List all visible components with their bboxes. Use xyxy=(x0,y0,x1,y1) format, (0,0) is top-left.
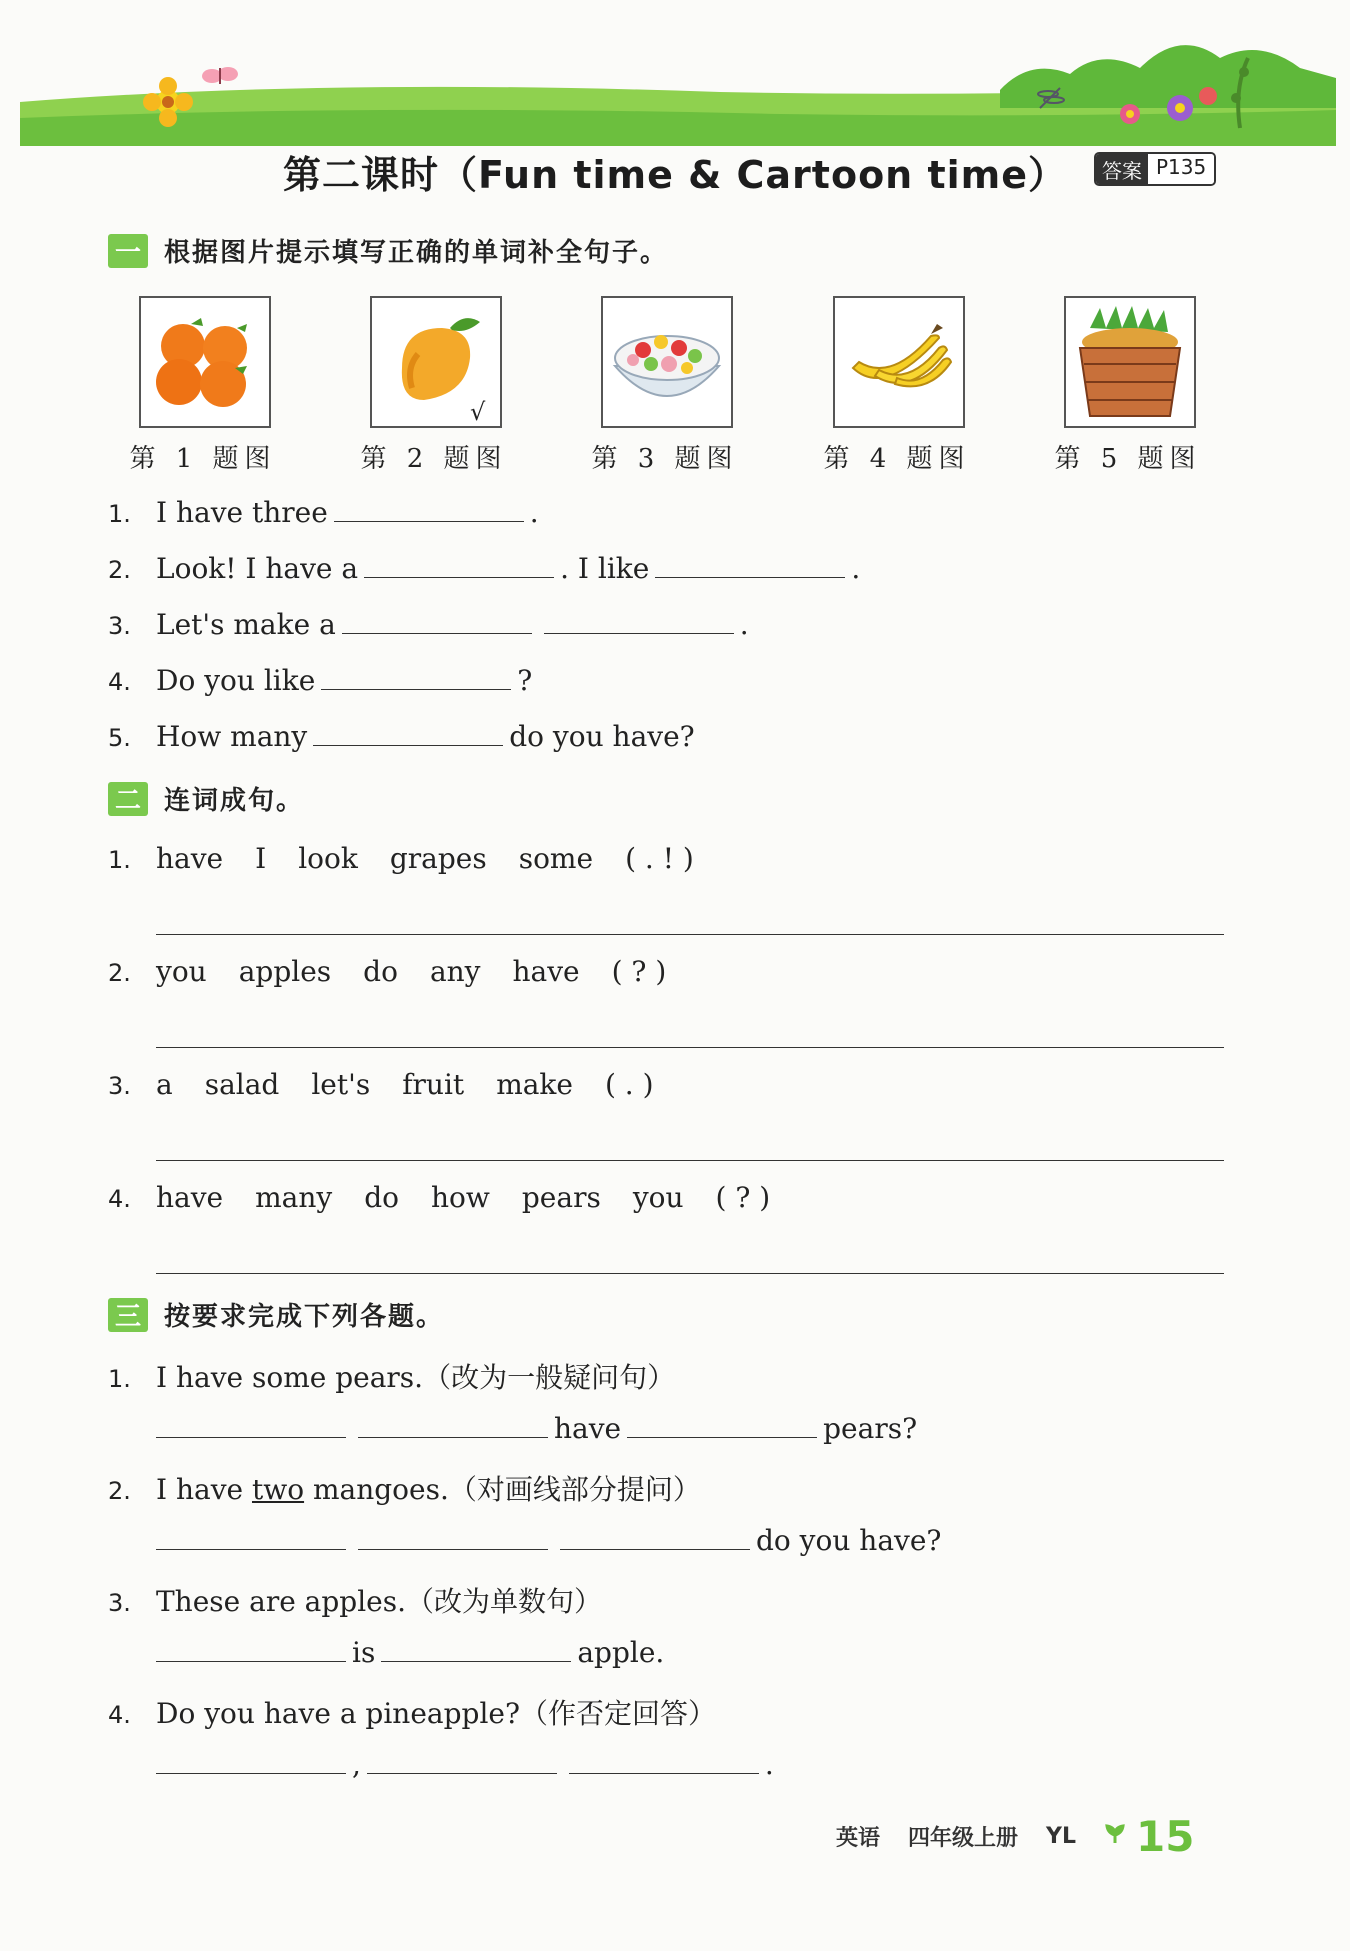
section-badge: 一 xyxy=(108,234,148,268)
sprout-icon xyxy=(1104,1823,1126,1851)
answer-text: , xyxy=(352,1748,361,1781)
question-number: 1. xyxy=(108,500,131,528)
question-text: Do you like xyxy=(156,664,316,697)
question-text: These are apples. xyxy=(156,1585,407,1618)
question-number: 3. xyxy=(108,1072,131,1100)
answer-blank[interactable] xyxy=(358,1529,548,1550)
caption: 第 4 题图 xyxy=(823,444,971,474)
answer-text: apple. xyxy=(577,1636,665,1669)
page-number: 15 xyxy=(1135,1812,1195,1861)
answer-line[interactable] xyxy=(156,934,1224,935)
question-number: 1. xyxy=(108,846,131,874)
question xyxy=(108,1692,716,1732)
word: have xyxy=(512,955,580,988)
pineapple-basket-image xyxy=(1064,296,1196,428)
question xyxy=(108,1468,701,1508)
word: fruit xyxy=(402,1068,465,1101)
oranges-image xyxy=(139,296,271,428)
word: make xyxy=(496,1068,573,1101)
question xyxy=(108,664,532,697)
question xyxy=(108,1356,675,1396)
question-number: 4. xyxy=(108,1185,131,1213)
punctuation: ( . ! ) xyxy=(625,842,694,875)
answer-blank[interactable] xyxy=(156,1641,346,1662)
mango-image xyxy=(370,296,502,428)
answer-text: have xyxy=(554,1412,622,1445)
section-badge: 三 xyxy=(108,1298,148,1332)
edition-label: YL xyxy=(1046,1824,1076,1849)
question-text: I have some pears. xyxy=(156,1361,424,1394)
punctuation: ( ? ) xyxy=(715,1181,771,1214)
word: you xyxy=(156,955,207,988)
answer-blank[interactable] xyxy=(342,613,532,634)
answer-blank[interactable] xyxy=(321,669,511,690)
word: I xyxy=(255,842,267,875)
question-text: . xyxy=(739,608,749,641)
section-two-header xyxy=(108,780,304,817)
requirement: （作否定回答） xyxy=(520,1697,717,1730)
answer-blank[interactable] xyxy=(364,557,554,578)
page-title: 第二课时（Fun time & Cartoon time） xyxy=(282,153,1068,197)
question xyxy=(108,955,666,988)
section-one-header xyxy=(108,232,668,269)
answer-blank[interactable] xyxy=(381,1641,571,1662)
question-number: 5. xyxy=(108,724,131,752)
question-number: 3. xyxy=(108,612,131,640)
question-text: Do you have a pineapple? xyxy=(156,1697,520,1730)
word: have xyxy=(156,1181,224,1214)
bananas-image xyxy=(833,296,965,428)
page-footer xyxy=(836,1812,1194,1861)
answer-blank[interactable] xyxy=(544,613,734,634)
answer-blank[interactable] xyxy=(655,557,845,578)
requirement: （改为一般疑问句） xyxy=(423,1361,676,1394)
question-text: ? xyxy=(517,664,533,697)
answer-page: P135 xyxy=(1148,154,1214,184)
word: look xyxy=(298,842,358,875)
question-number: 2. xyxy=(108,556,131,584)
question-number: 2. xyxy=(108,959,131,987)
question-text: Look! I have a xyxy=(156,552,359,585)
answer-text: pears? xyxy=(823,1412,918,1445)
word: many xyxy=(255,1181,333,1214)
answer-blank[interactable] xyxy=(358,1417,548,1438)
section-badge: 二 xyxy=(108,782,148,816)
question-text: . xyxy=(851,552,861,585)
word: salad xyxy=(204,1068,280,1101)
answer-label: 答案 xyxy=(1096,154,1148,184)
question-text: How many xyxy=(156,720,308,753)
requirement: （对画线部分提问） xyxy=(448,1473,701,1506)
answer-blank[interactable] xyxy=(367,1753,557,1774)
word: grapes xyxy=(389,842,487,875)
answer-blank[interactable] xyxy=(334,501,524,522)
question-text: do you have? xyxy=(509,720,695,753)
section-three-header xyxy=(108,1296,444,1333)
answer-line[interactable] xyxy=(156,1160,1224,1161)
caption: 第 5 题图 xyxy=(1054,444,1202,474)
check-mark: √ xyxy=(470,398,486,426)
word: apples xyxy=(238,955,332,988)
word: any xyxy=(429,955,481,988)
answer-blank[interactable] xyxy=(313,725,503,746)
question-text: I have three xyxy=(156,496,328,529)
section-title: 按要求完成下列各题。 xyxy=(164,1302,445,1332)
word: how xyxy=(431,1181,490,1214)
subject-label: 英语 xyxy=(836,1826,881,1851)
answer-line[interactable] xyxy=(156,1047,1224,1048)
question-number: 4. xyxy=(108,668,131,696)
answer-text: is xyxy=(352,1636,376,1669)
punctuation: ( ? ) xyxy=(611,955,667,988)
fruit-salad-image xyxy=(601,296,733,428)
answer-blank[interactable] xyxy=(560,1529,750,1550)
word: a xyxy=(156,1068,173,1101)
question xyxy=(108,552,860,585)
answer-blank[interactable] xyxy=(156,1529,346,1550)
question-number: 1. xyxy=(108,1365,131,1393)
answer-text: do you have? xyxy=(756,1524,942,1557)
question-number: 4. xyxy=(108,1701,131,1729)
word: have xyxy=(156,842,224,875)
question xyxy=(108,720,695,753)
decorative-banner xyxy=(20,18,1336,146)
answer-row xyxy=(150,1524,941,1557)
question xyxy=(108,842,694,875)
word: some xyxy=(518,842,594,875)
underlined-word: two xyxy=(251,1473,305,1506)
caption: 第 2 题图 xyxy=(360,444,508,474)
question xyxy=(108,608,749,641)
caption: 第 1 题图 xyxy=(129,444,277,474)
question xyxy=(108,1580,602,1620)
answer-row xyxy=(150,1748,774,1781)
answer-blank[interactable] xyxy=(569,1753,759,1774)
question xyxy=(108,496,539,529)
caption: 第 3 题图 xyxy=(591,444,739,474)
answer-blank[interactable] xyxy=(156,1417,346,1438)
question-number: 2. xyxy=(108,1477,131,1505)
word: let's xyxy=(311,1068,371,1101)
question-text: Let's make a xyxy=(156,608,336,641)
question-text: . xyxy=(529,496,539,529)
question-number: 3. xyxy=(108,1589,131,1617)
section-title: 连词成句。 xyxy=(164,786,305,816)
question-text: mangoes. xyxy=(312,1473,449,1506)
answer-blank[interactable] xyxy=(627,1417,817,1438)
word: you xyxy=(632,1181,684,1214)
answer-text: . xyxy=(764,1748,774,1781)
question-text: . I like xyxy=(560,552,650,585)
grade-label: 四年级上册 xyxy=(908,1826,1019,1851)
answer-row xyxy=(150,1412,917,1445)
requirement: （改为单数句） xyxy=(406,1585,603,1618)
question xyxy=(108,1068,654,1101)
answer-row xyxy=(150,1636,664,1669)
punctuation: ( . ) xyxy=(604,1068,654,1101)
section-title: 根据图片提示填写正确的单词补全句子。 xyxy=(164,238,669,268)
word: do xyxy=(364,1181,400,1214)
answer-blank[interactable] xyxy=(156,1753,346,1774)
question-text: I have xyxy=(156,1473,244,1506)
word: do xyxy=(363,955,398,988)
word: pears xyxy=(521,1181,601,1214)
answer-line[interactable] xyxy=(156,1273,1224,1274)
question xyxy=(108,1181,770,1214)
answer-reference-badge xyxy=(1094,152,1216,186)
